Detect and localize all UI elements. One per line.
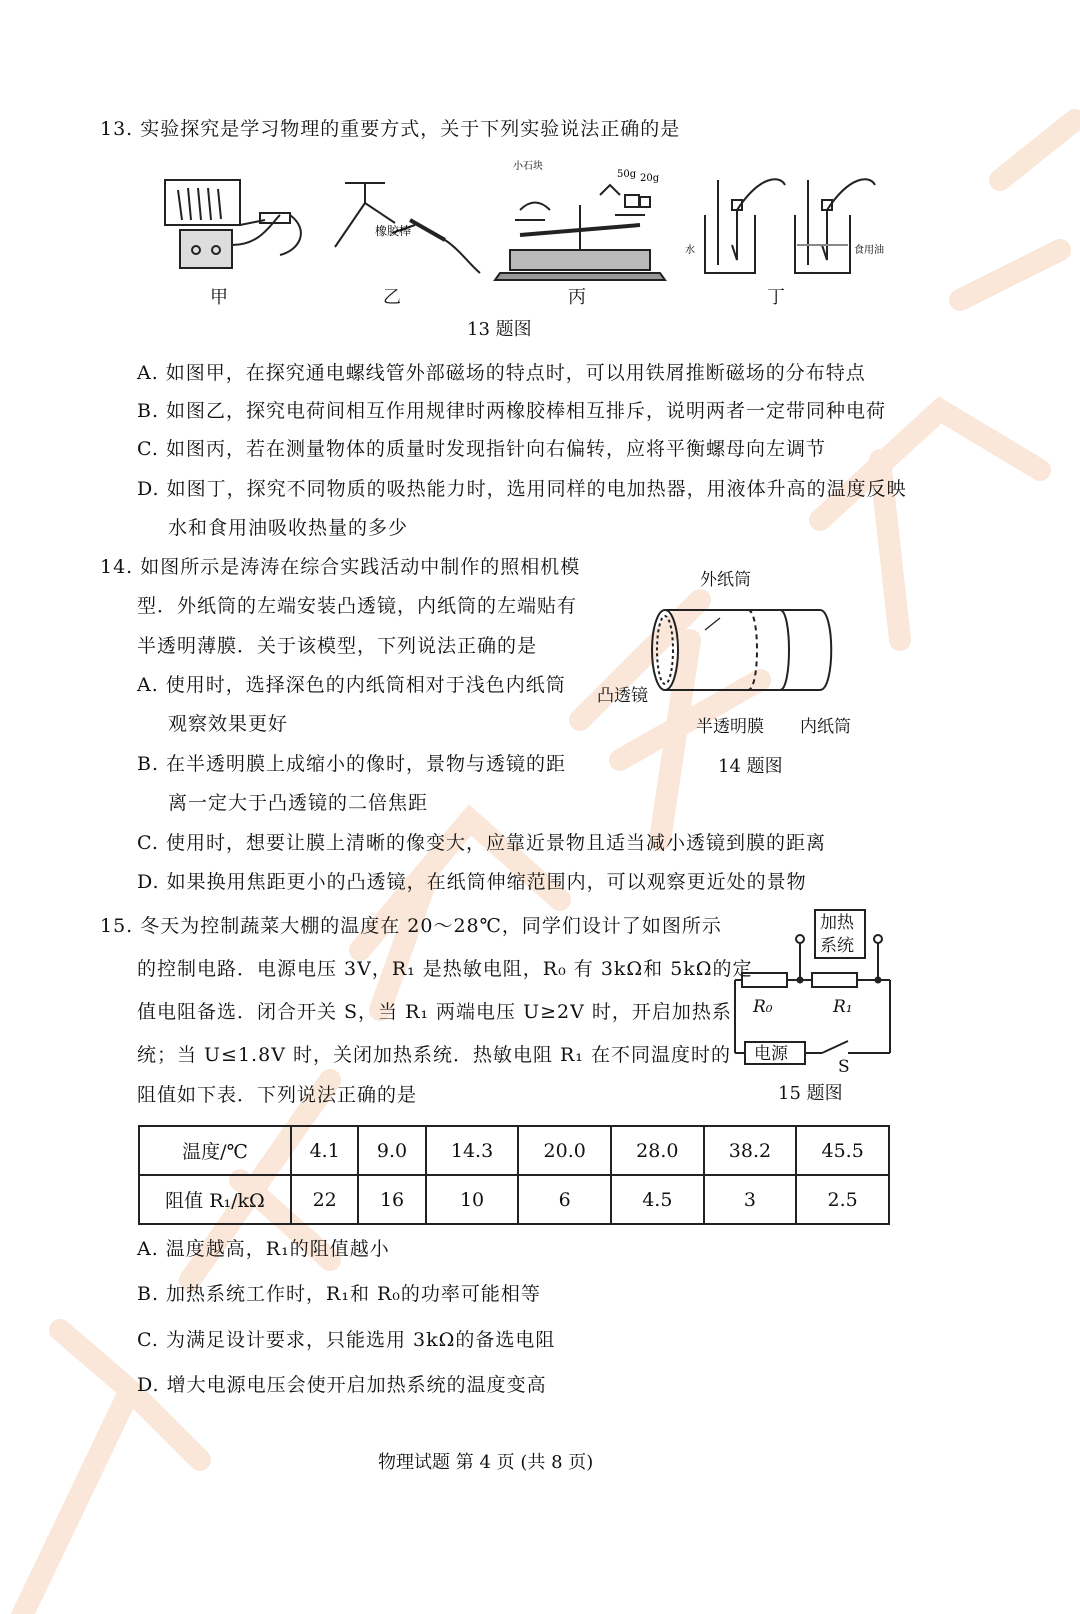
- figure-ding-beakers: [705, 179, 875, 273]
- label-r0: R₀: [753, 997, 773, 1017]
- q15-stem-line-1: 15. 冬天为控制蔬菜大棚的温度在 20～28℃，同学们设计了如图所示: [100, 915, 722, 937]
- q13-figure: [160, 155, 920, 315]
- resistance-cell: 3: [704, 1175, 797, 1224]
- q13-figure-caption: 13 题图: [467, 319, 532, 340]
- q14-option-d: D. 如果换用焦距更小的凸透镜，在纸筒伸缩范围内，可以观察更近处的景物: [137, 871, 807, 893]
- figure-jia-solenoid: [165, 180, 301, 268]
- label-inner-tube: 内纸筒: [800, 717, 851, 737]
- q14-option-c: C. 使用时，想要让膜上清晰的像变大，应靠近景物且适当减小透镜到膜的距离: [137, 832, 826, 854]
- label-small-stone: 小石块: [513, 161, 543, 172]
- q15-option-a: A. 温度越高，R₁的阻值越小: [137, 1238, 390, 1260]
- q14-camera-model-figure: [640, 600, 850, 710]
- figure-label-jia: 甲: [210, 287, 228, 308]
- temperature-cell: 4.1: [291, 1126, 358, 1175]
- temperature-cell: 45.5: [796, 1126, 889, 1175]
- q13-option-d: D. 如图丁，探究不同物质的吸热能力时，选用同样的电加热器，用液体升高的温度反映: [137, 478, 907, 500]
- label-power-source: 电源: [754, 1044, 788, 1064]
- q14-stem-line-1: 14. 如图所示是涛涛在综合实践活动中制作的照相机模: [100, 556, 581, 578]
- temperature-cell: 38.2: [704, 1126, 797, 1175]
- q14-option-b-line-1: B. 在半透明膜上成缩小的像时，景物与透镜的距: [137, 753, 567, 775]
- temperature-cell: 28.0: [611, 1126, 704, 1175]
- q15-option-c: C. 为满足设计要求，只能选用 3kΩ的备选电阻: [137, 1329, 556, 1351]
- q15-circuit-figure: [730, 905, 900, 1065]
- label-rubber-rod: 橡胶棒: [375, 224, 412, 238]
- q14-option-a-line-2: 观察效果更好: [168, 713, 289, 735]
- row-header-resistance: 阻值 R₁/kΩ: [139, 1175, 291, 1224]
- resistor-r1: [812, 973, 857, 987]
- q14-stem-line-3: 半透明薄膜．关于该模型，下列说法正确的是: [137, 635, 538, 657]
- temperature-cell: 20.0: [518, 1126, 611, 1175]
- q14-figure-caption: 14 题图: [718, 756, 783, 777]
- q14-stem-line-2: 型．外纸筒的左端安装凸透镜，内纸筒的左端贴有: [137, 595, 578, 617]
- figure-label-ding: 丁: [767, 287, 785, 308]
- label-r1: R₁: [833, 997, 853, 1017]
- q13-option-d-continued: 水和食用油吸收热量的多少: [168, 517, 409, 539]
- q15-stem-line-5: 阻值如下表．下列说法正确的是: [137, 1084, 418, 1106]
- label-switch: S: [838, 1057, 850, 1077]
- q14-option-b-line-2: 离一定大于凸透镜的二倍焦距: [168, 792, 429, 814]
- q13-option-a: A. 如图甲，在探究通电螺线管外部磁场的特点时，可以用铁屑推断磁场的分布特点: [137, 362, 866, 384]
- q15-figure-caption: 15 题图: [778, 1083, 843, 1104]
- resistance-cell: 16: [358, 1175, 425, 1224]
- figure-bing-balance: [495, 185, 665, 280]
- label-membrane: 半透明膜: [696, 717, 764, 737]
- label-50g: 50g: [617, 169, 637, 180]
- row-header-temperature: 温度/℃: [139, 1126, 291, 1175]
- temperature-resistance-table: [138, 1125, 890, 1225]
- figure-label-yi: 乙: [383, 287, 401, 308]
- q15-option-d: D. 增大电源电压会使开启加热系统的温度变高: [137, 1374, 547, 1396]
- switch-s: [822, 1041, 848, 1053]
- resistance-cell: 6: [518, 1175, 611, 1224]
- temperature-cell: 14.3: [426, 1126, 519, 1175]
- label-heating-line-1: 加热: [820, 913, 854, 933]
- page-footer: 物理试题 第 4 页 (共 8 页): [378, 1452, 594, 1473]
- table-row-resistance: [139, 1175, 889, 1224]
- q15-stem-line-4: 统；当 U≤1.8V 时，关闭加热系统．热敏电阻 R₁ 在不同温度时的: [137, 1044, 731, 1066]
- figure-label-bing: 丙: [568, 287, 586, 308]
- label-water: 水: [685, 245, 695, 256]
- resistance-cell: 10: [426, 1175, 519, 1224]
- table-row-temperature: [139, 1126, 889, 1175]
- q15-option-b: B. 加热系统工作时，R₁和 R₀的功率可能相等: [137, 1283, 541, 1305]
- label-oil: 食用油: [854, 245, 884, 256]
- q13-option-c: C. 如图丙，若在测量物体的质量时发现指针向右偏转，应将平衡螺母向左调节: [137, 438, 826, 460]
- resistance-cell: 22: [291, 1175, 358, 1224]
- q15-stem-line-2: 的控制电路．电源电压 3V，R₁ 是热敏电阻，R₀ 有 3kΩ和 5kΩ的定: [137, 958, 753, 980]
- resistor-r0: [742, 973, 787, 987]
- label-heating-line-2: 系统: [820, 936, 854, 956]
- label-20g: 20g: [640, 173, 660, 184]
- q13-stem: 13. 实验探究是学习物理的重要方式，关于下列实验说法正确的是: [100, 118, 681, 140]
- temperature-cell: 9.0: [358, 1126, 425, 1175]
- resistance-cell: 2.5: [796, 1175, 889, 1224]
- q13-option-b: B. 如图乙，探究电荷间相互作用规律时两橡胶棒相互排斥，说明两者一定带同种电荷: [137, 400, 887, 422]
- label-outer-tube: 外纸筒: [700, 570, 751, 590]
- q14-option-a-line-1: A. 使用时，选择深色的内纸筒相对于浅色内纸筒: [137, 674, 566, 696]
- q15-stem-line-3: 值电阻备选．闭合开关 S，当 R₁ 两端电压 U≥2V 时，开启加热系: [137, 1001, 732, 1023]
- resistance-cell: 4.5: [611, 1175, 704, 1224]
- label-convex-lens: 凸透镜: [597, 686, 648, 706]
